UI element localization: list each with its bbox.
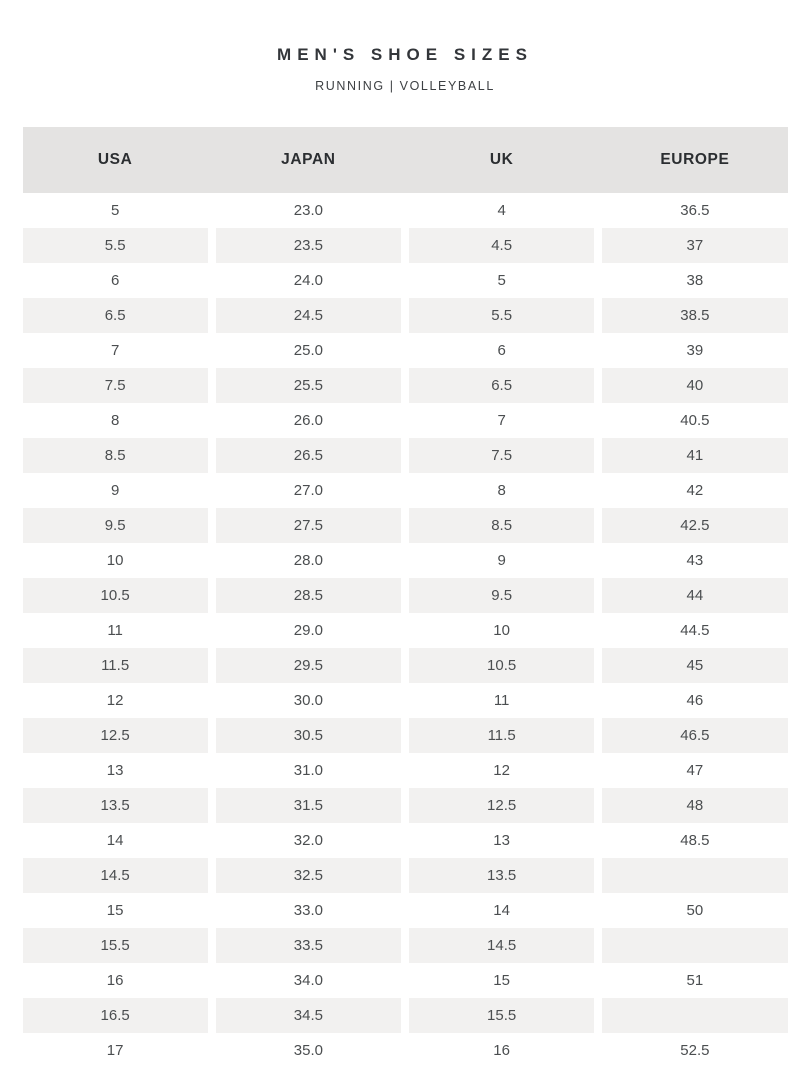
cell-europe: 38.5 — [602, 298, 787, 333]
table-row — [23, 963, 788, 998]
table-row — [23, 788, 788, 823]
cell-japan: 26.5 — [216, 438, 401, 473]
cell-usa: 5.5 — [23, 228, 208, 263]
table-row — [23, 998, 788, 1033]
cell-uk: 12.5 — [409, 788, 594, 823]
cell-japan: 32.5 — [216, 858, 401, 893]
cell-europe — [602, 858, 787, 893]
cell-uk: 14 — [493, 901, 510, 919]
table-row — [23, 823, 788, 858]
cell-japan: 35.0 — [293, 1041, 323, 1059]
table-row — [23, 893, 788, 928]
table-row — [23, 648, 788, 683]
cell-japan: 29.0 — [293, 621, 323, 639]
cell-japan: 27.5 — [216, 508, 401, 543]
cell-usa: 11 — [107, 621, 123, 639]
cell-uk: 12 — [493, 761, 510, 779]
cell-japan: 33.5 — [216, 928, 401, 963]
cell-japan: 27.0 — [293, 481, 323, 499]
cell-uk: 6 — [497, 341, 506, 359]
cell-japan: 26.0 — [293, 411, 323, 429]
cell-japan: 28.0 — [293, 551, 323, 569]
cell-usa: 12.5 — [23, 718, 208, 753]
cell-japan: 25.0 — [293, 341, 323, 359]
cell-usa: 13.5 — [23, 788, 208, 823]
table-row — [23, 193, 788, 228]
column-header-japan: JAPAN — [281, 150, 336, 168]
table-row — [23, 368, 788, 403]
table-row — [23, 403, 788, 438]
table-row — [23, 263, 788, 298]
cell-usa: 10.5 — [23, 578, 208, 613]
cell-uk: 10 — [493, 621, 510, 639]
cell-japan: 23.0 — [293, 201, 323, 219]
table-row — [23, 438, 788, 473]
cell-europe: 48.5 — [680, 831, 710, 849]
cell-japan: 28.5 — [216, 578, 401, 613]
cell-europe: 41 — [602, 438, 787, 473]
cell-usa: 7.5 — [23, 368, 208, 403]
cell-japan: 34.5 — [216, 998, 401, 1033]
cell-usa: 15 — [106, 901, 124, 919]
title-block — [0, 0, 810, 93]
table-row — [23, 928, 788, 963]
table-header-row — [23, 127, 788, 193]
cell-usa: 13 — [106, 761, 124, 779]
cell-japan: 23.5 — [216, 228, 401, 263]
cell-uk: 10.5 — [409, 648, 594, 683]
table-row — [23, 1033, 788, 1068]
cell-usa: 6 — [110, 271, 120, 289]
cell-europe: 40.5 — [680, 411, 710, 429]
cell-uk: 9 — [497, 551, 506, 569]
cell-japan: 31.0 — [293, 761, 323, 779]
table-row — [23, 333, 788, 368]
cell-europe: 43 — [686, 551, 704, 569]
cell-japan: 25.5 — [216, 368, 401, 403]
cell-uk: 8.5 — [409, 508, 594, 543]
table-body — [23, 193, 788, 1068]
cell-japan: 24.0 — [293, 271, 323, 289]
cell-japan: 34.0 — [293, 971, 323, 989]
cell-europe: 42.5 — [602, 508, 787, 543]
cell-uk: 13 — [493, 831, 510, 849]
cell-uk: 4.5 — [409, 228, 594, 263]
table-row — [23, 298, 788, 333]
table-row — [23, 718, 788, 753]
cell-uk: 9.5 — [409, 578, 594, 613]
column-header-europe: EUROPE — [660, 150, 730, 168]
cell-europe: 44 — [602, 578, 787, 613]
cell-europe: 52.5 — [680, 1041, 710, 1059]
cell-uk: 11 — [493, 691, 510, 709]
table-row — [23, 613, 788, 648]
page-title: MEN'S SHOE SIZES — [277, 45, 533, 64]
table-row — [23, 473, 788, 508]
cell-europe — [602, 998, 787, 1033]
table-row — [23, 858, 788, 893]
cell-usa: 5 — [110, 201, 120, 219]
cell-uk: 16 — [493, 1041, 510, 1059]
column-header-usa: USA — [97, 150, 133, 168]
cell-europe: 46 — [686, 691, 704, 709]
cell-japan: 30.5 — [216, 718, 401, 753]
cell-usa: 10 — [106, 551, 124, 569]
cell-europe: 38 — [686, 271, 704, 289]
cell-japan: 31.5 — [216, 788, 401, 823]
cell-uk: 7 — [497, 411, 506, 429]
cell-uk: 15 — [493, 971, 510, 989]
cell-usa: 9 — [110, 481, 120, 499]
cell-usa: 15.5 — [23, 928, 208, 963]
cell-europe: 47 — [686, 761, 704, 779]
cell-europe: 44.5 — [680, 621, 710, 639]
cell-europe: 51 — [686, 971, 704, 989]
cell-usa: 7 — [110, 341, 120, 359]
cell-uk: 4 — [497, 201, 506, 219]
cell-uk: 5.5 — [409, 298, 594, 333]
table-row — [23, 753, 788, 788]
cell-usa: 14.5 — [23, 858, 208, 893]
cell-uk: 6.5 — [409, 368, 594, 403]
cell-japan: 24.5 — [216, 298, 401, 333]
cell-usa: 6.5 — [23, 298, 208, 333]
cell-uk: 13.5 — [409, 858, 594, 893]
cell-europe: 36.5 — [680, 201, 710, 219]
cell-europe — [602, 928, 787, 963]
cell-usa: 12 — [106, 691, 124, 709]
cell-usa: 8.5 — [23, 438, 208, 473]
cell-usa: 11.5 — [23, 648, 208, 683]
cell-europe: 39 — [686, 341, 704, 359]
cell-uk: 14.5 — [409, 928, 594, 963]
column-header-uk: UK — [489, 150, 514, 168]
cell-europe: 46.5 — [602, 718, 787, 753]
cell-uk: 5 — [497, 271, 506, 289]
table-row — [23, 228, 788, 263]
shoe-size-table — [23, 127, 788, 1068]
cell-europe: 50 — [686, 901, 704, 919]
cell-uk: 7.5 — [409, 438, 594, 473]
table-row — [23, 508, 788, 543]
cell-uk: 15.5 — [409, 998, 594, 1033]
table-row — [23, 543, 788, 578]
table-row — [23, 578, 788, 613]
cell-europe: 42 — [686, 481, 704, 499]
cell-usa: 8 — [110, 411, 120, 429]
cell-usa: 16.5 — [23, 998, 208, 1033]
cell-japan: 33.0 — [293, 901, 323, 919]
cell-europe: 40 — [602, 368, 787, 403]
cell-usa: 17 — [106, 1041, 124, 1059]
cell-japan: 29.5 — [216, 648, 401, 683]
page-subtitle: RUNNING | VOLLEYBALL — [315, 79, 495, 93]
cell-usa: 16 — [106, 971, 124, 989]
cell-uk: 11.5 — [409, 718, 594, 753]
cell-europe: 45 — [602, 648, 787, 683]
cell-japan: 32.0 — [293, 831, 323, 849]
cell-usa: 9.5 — [23, 508, 208, 543]
cell-usa: 14 — [106, 831, 124, 849]
cell-uk: 8 — [497, 481, 506, 499]
cell-europe: 37 — [602, 228, 787, 263]
cell-europe: 48 — [602, 788, 787, 823]
table-row — [23, 683, 788, 718]
cell-japan: 30.0 — [293, 691, 323, 709]
